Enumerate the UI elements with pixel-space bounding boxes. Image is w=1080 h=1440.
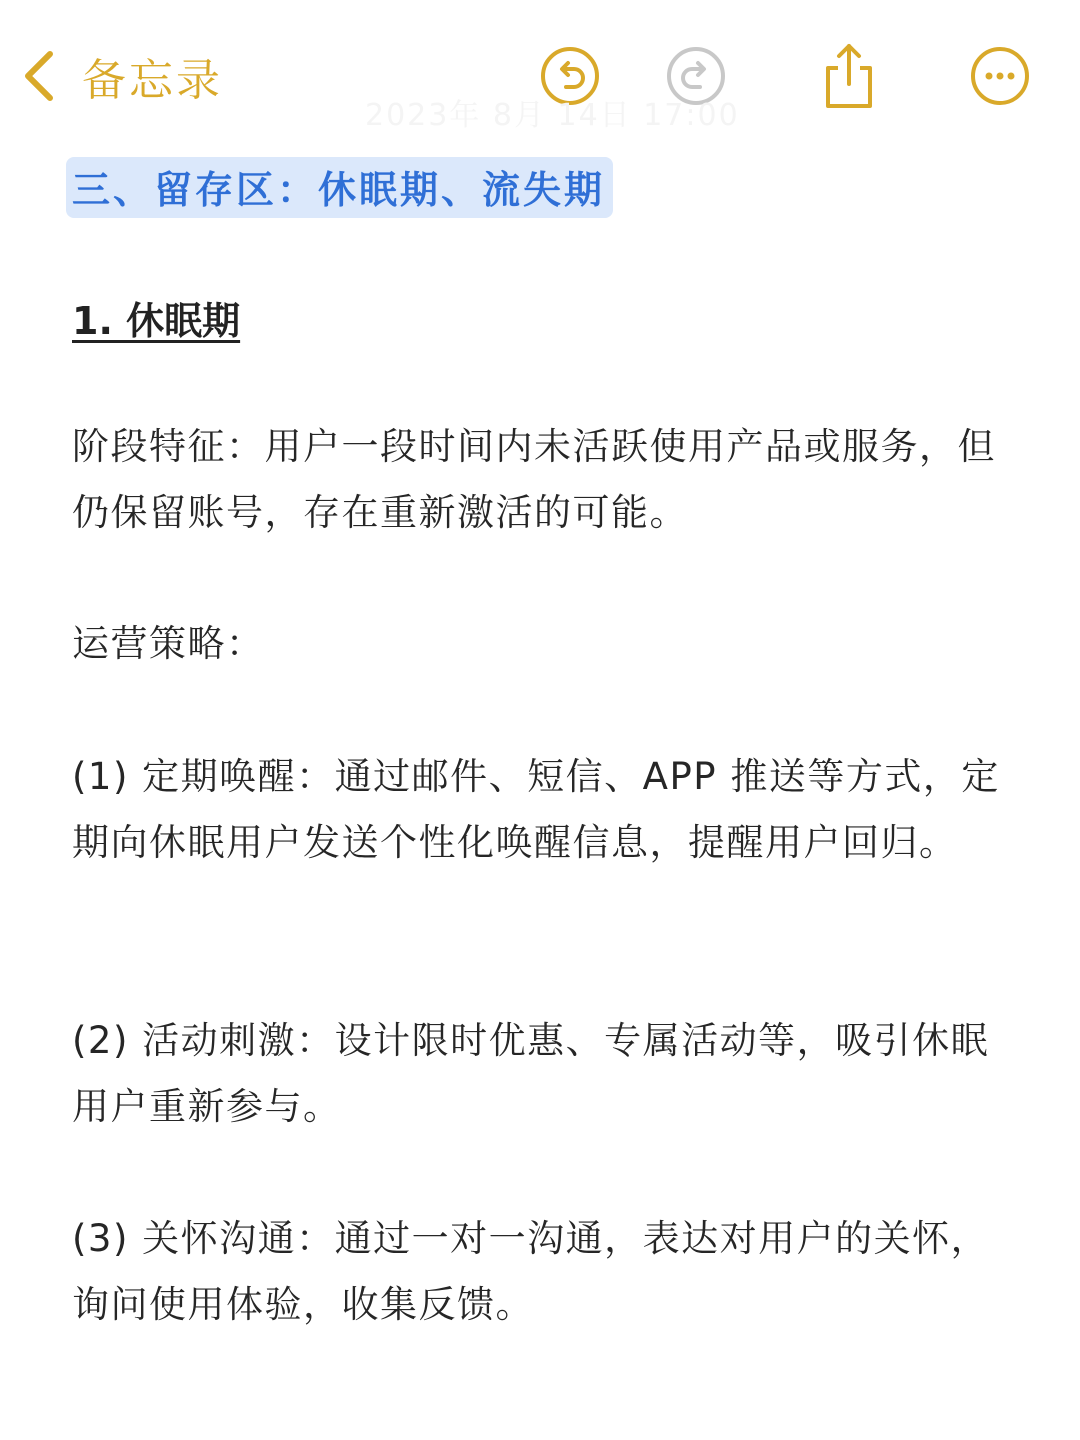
back-label: 备忘录 bbox=[82, 55, 223, 106]
more-icon bbox=[969, 45, 1031, 107]
paragraph-strategy-1: (1) 定期唤醒：通过邮件、短信、APP 推送等方式，定期向休眠用户发送个性化唤醒信息，提醒用户回归。 bbox=[72, 755, 1000, 864]
navigation-bar bbox=[0, 0, 1080, 150]
share-button[interactable] bbox=[815, 42, 883, 110]
note-heading: 三、留存区：休眠期、流失期 bbox=[66, 157, 613, 218]
share-icon bbox=[819, 42, 879, 110]
more-button[interactable] bbox=[966, 42, 1034, 110]
chevron-left-icon bbox=[22, 48, 56, 104]
back-button[interactable] bbox=[22, 44, 223, 108]
note-subheading: 1. 休眠期 bbox=[72, 299, 241, 343]
paragraph-stage-feature: 阶段特征：用户一段时间内未活跃使用产品或服务，但仍保留账号，存在重新激活的可能。 bbox=[72, 425, 996, 534]
paragraph-strategy-label: 运营策略： bbox=[72, 622, 265, 665]
paragraph-strategy-3: (3) 关怀沟通：通过一对一沟通，表达对用户的关怀，询问使用体验，收集反馈。 bbox=[72, 1217, 990, 1326]
paragraph-strategy-2: (2) 活动刺激：设计限时优惠、专属活动等，吸引休眠用户重新参与。 bbox=[72, 1019, 990, 1128]
note-date: 2023年 8月 14日 17:00 bbox=[365, 98, 740, 133]
